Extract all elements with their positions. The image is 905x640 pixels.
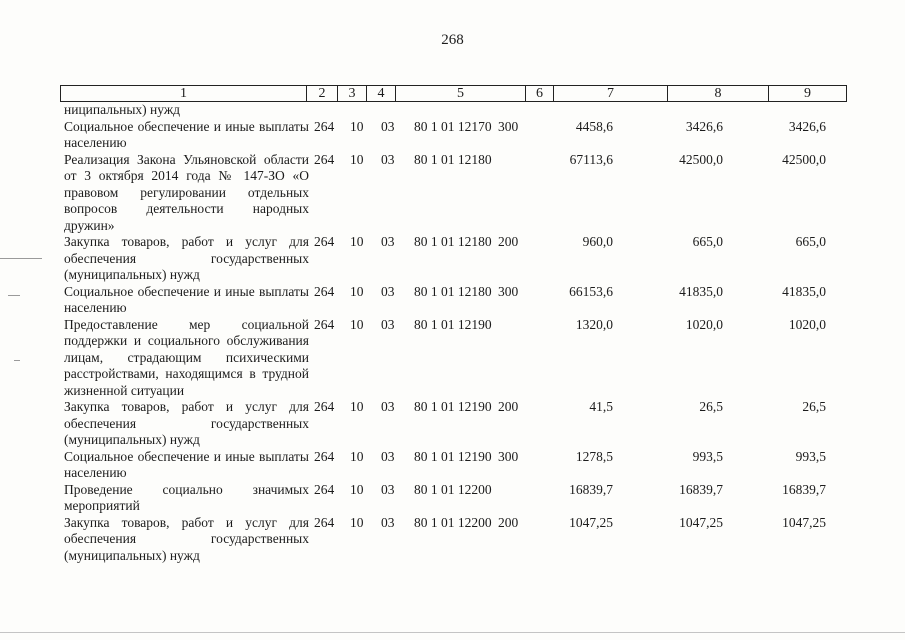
table-body <box>0 102 905 564</box>
table-row <box>0 119 905 152</box>
cell-v9: 3426,6 <box>788 118 826 134</box>
cell-vr: 300 <box>498 448 519 464</box>
cell-csr: 80 1 01 12190 <box>414 448 492 464</box>
cell-ved <box>309 102 346 119</box>
cell-pr <box>376 102 406 119</box>
cell-name: Социальное обеспечение и иные выплаты населению <box>64 118 309 150</box>
cell-vr: 200 <box>498 234 519 249</box>
cell-v9: 993,5 <box>795 448 826 464</box>
header-col-8: 8 <box>668 86 769 101</box>
table-row <box>0 317 905 400</box>
cell-v8: 665,0 <box>692 234 723 249</box>
header-col-7: 7 <box>554 86 668 101</box>
cell-v8: 41835,0 <box>679 283 723 299</box>
cell-name: Реализация Закона Ульяновской области от 3 октября 2014 года № 147-ЗО «О правовом регулировании отдельных вопросов деятельности народных дружин» <box>64 151 309 233</box>
cell-ved: 264 <box>314 118 335 134</box>
cell-ved: 264 <box>314 316 335 332</box>
cell-v9: 26,5 <box>802 399 826 414</box>
header-col-1: 1 <box>61 86 307 101</box>
cell-v9 <box>723 102 826 119</box>
cell-rz: 10 <box>350 234 364 249</box>
cell-vr <box>498 102 528 119</box>
cell-csr: 80 1 01 12200 <box>414 481 492 497</box>
cell-v7 <box>528 102 613 119</box>
scan-artifact-mark <box>8 295 20 296</box>
cell-rz: 10 <box>350 283 364 299</box>
cell-vr: 300 <box>498 118 519 134</box>
cell-rz: 10 <box>350 399 364 414</box>
cell-v8: 1020,0 <box>685 316 723 332</box>
cell-pr: 03 <box>381 118 395 134</box>
cell-vr: 200 <box>498 514 519 530</box>
cell-v7: 1320,0 <box>575 316 613 332</box>
cell-csr: 80 1 01 12190 <box>414 399 492 414</box>
cell-v8: 1047,25 <box>679 514 723 530</box>
table-row <box>0 515 905 565</box>
cell-name: Социальное обеспечение и иные выплаты населению <box>64 448 309 480</box>
cell-v8: 42500,0 <box>679 151 723 167</box>
table-row <box>0 482 905 515</box>
cell-rz: 10 <box>350 118 364 134</box>
cell-csr: 80 1 01 12180 <box>414 283 492 299</box>
cell-name: ниципальных) нужд <box>64 102 181 117</box>
cell-name: Закупка товаров, работ и услуг для обеспечения государственных (муниципальных) нужд <box>64 399 309 447</box>
cell-v8: 26,5 <box>699 399 723 414</box>
cell-v7: 41,5 <box>589 399 613 414</box>
cell-vr: 200 <box>498 399 519 414</box>
cell-csr: 80 1 01 12170 <box>414 118 492 134</box>
cell-pr: 03 <box>381 481 395 497</box>
cell-csr: 80 1 01 12180 <box>414 234 492 249</box>
cell-v8: 3426,6 <box>685 118 723 134</box>
header-col-3: 3 <box>338 86 367 101</box>
cell-vr <box>498 152 528 235</box>
cell-v8: 16839,7 <box>679 481 723 497</box>
cell-ved: 264 <box>314 514 335 530</box>
cell-vr <box>498 317 528 400</box>
cell-v7: 67113,6 <box>569 151 613 167</box>
cell-csr: 80 1 01 12190 <box>414 316 492 332</box>
cell-name: Закупка товаров, работ и услуг для обеспечения государственных (муниципальных) нужд <box>64 514 309 563</box>
cell-pr: 03 <box>381 283 395 299</box>
cell-ved: 264 <box>314 234 335 249</box>
cell-v7: 1047,25 <box>569 514 613 530</box>
cell-v9: 665,0 <box>795 234 826 249</box>
cell-pr: 03 <box>381 399 395 414</box>
cell-vr <box>498 482 528 515</box>
cell-ved: 264 <box>314 399 335 414</box>
cell-csr: 80 1 01 12180 <box>414 151 492 167</box>
cell-csr: 80 1 01 12200 <box>414 514 492 530</box>
cell-rz: 10 <box>350 448 364 464</box>
cell-v9: 42500,0 <box>782 151 826 167</box>
table-row <box>0 234 905 284</box>
cell-name: Проведение социально значимых мероприятий <box>64 481 309 513</box>
cell-v9: 16839,7 <box>782 481 826 497</box>
page-number: 268 <box>441 32 464 48</box>
cell-pr: 03 <box>381 234 395 249</box>
header-col-9: 9 <box>804 86 811 101</box>
cell-ved: 264 <box>314 481 335 497</box>
table-row <box>0 102 905 119</box>
cell-pr: 03 <box>381 448 395 464</box>
header-col-6: 6 <box>526 86 554 101</box>
cell-v8: 993,5 <box>692 448 723 464</box>
cell-ved: 264 <box>314 448 335 464</box>
table-row <box>0 152 905 235</box>
cell-name: Социальное обеспечение и иные выплаты населению <box>64 283 309 315</box>
cell-v7: 960,0 <box>582 234 613 249</box>
cell-rz: 10 <box>350 514 364 530</box>
scan-artifact-mark <box>14 360 20 361</box>
cell-rz <box>346 102 376 119</box>
table-row <box>0 284 905 317</box>
cell-v9: 41835,0 <box>782 283 826 299</box>
cell-ved: 264 <box>314 151 335 167</box>
cell-v8 <box>613 102 723 119</box>
cell-csr <box>406 102 498 119</box>
table-header <box>60 85 847 102</box>
scan-artifact-line <box>0 632 905 633</box>
header-col-5: 5 <box>396 86 526 101</box>
cell-v7: 4458,6 <box>575 118 613 134</box>
cell-ved: 264 <box>314 283 335 299</box>
table-row <box>0 399 905 449</box>
cell-v7: 1278,5 <box>575 448 613 464</box>
table-row <box>0 449 905 482</box>
cell-pr: 03 <box>381 151 395 167</box>
cell-rz: 10 <box>350 316 364 332</box>
cell-pr: 03 <box>381 514 395 530</box>
cell-rz: 10 <box>350 481 364 497</box>
cell-v9: 1047,25 <box>782 514 826 530</box>
cell-v7: 16839,7 <box>569 481 613 497</box>
cell-pr: 03 <box>381 316 395 332</box>
header-col-2: 2 <box>307 86 338 101</box>
cell-rz: 10 <box>350 151 364 167</box>
scan-artifact-line <box>0 258 42 259</box>
cell-name: Предоставление мер социальной поддержки и социального обслуживания лицам, страдающим психическими расстройствами, находящимся в трудной жизненной ситуации <box>64 316 309 398</box>
cell-vr: 300 <box>498 283 519 299</box>
header-col-4: 4 <box>367 86 396 101</box>
cell-name: Закупка товаров, работ и услуг для обеспечения государственных (муниципальных) нужд <box>64 234 309 282</box>
cell-v9: 1020,0 <box>788 316 826 332</box>
cell-v7: 66153,6 <box>569 283 613 299</box>
